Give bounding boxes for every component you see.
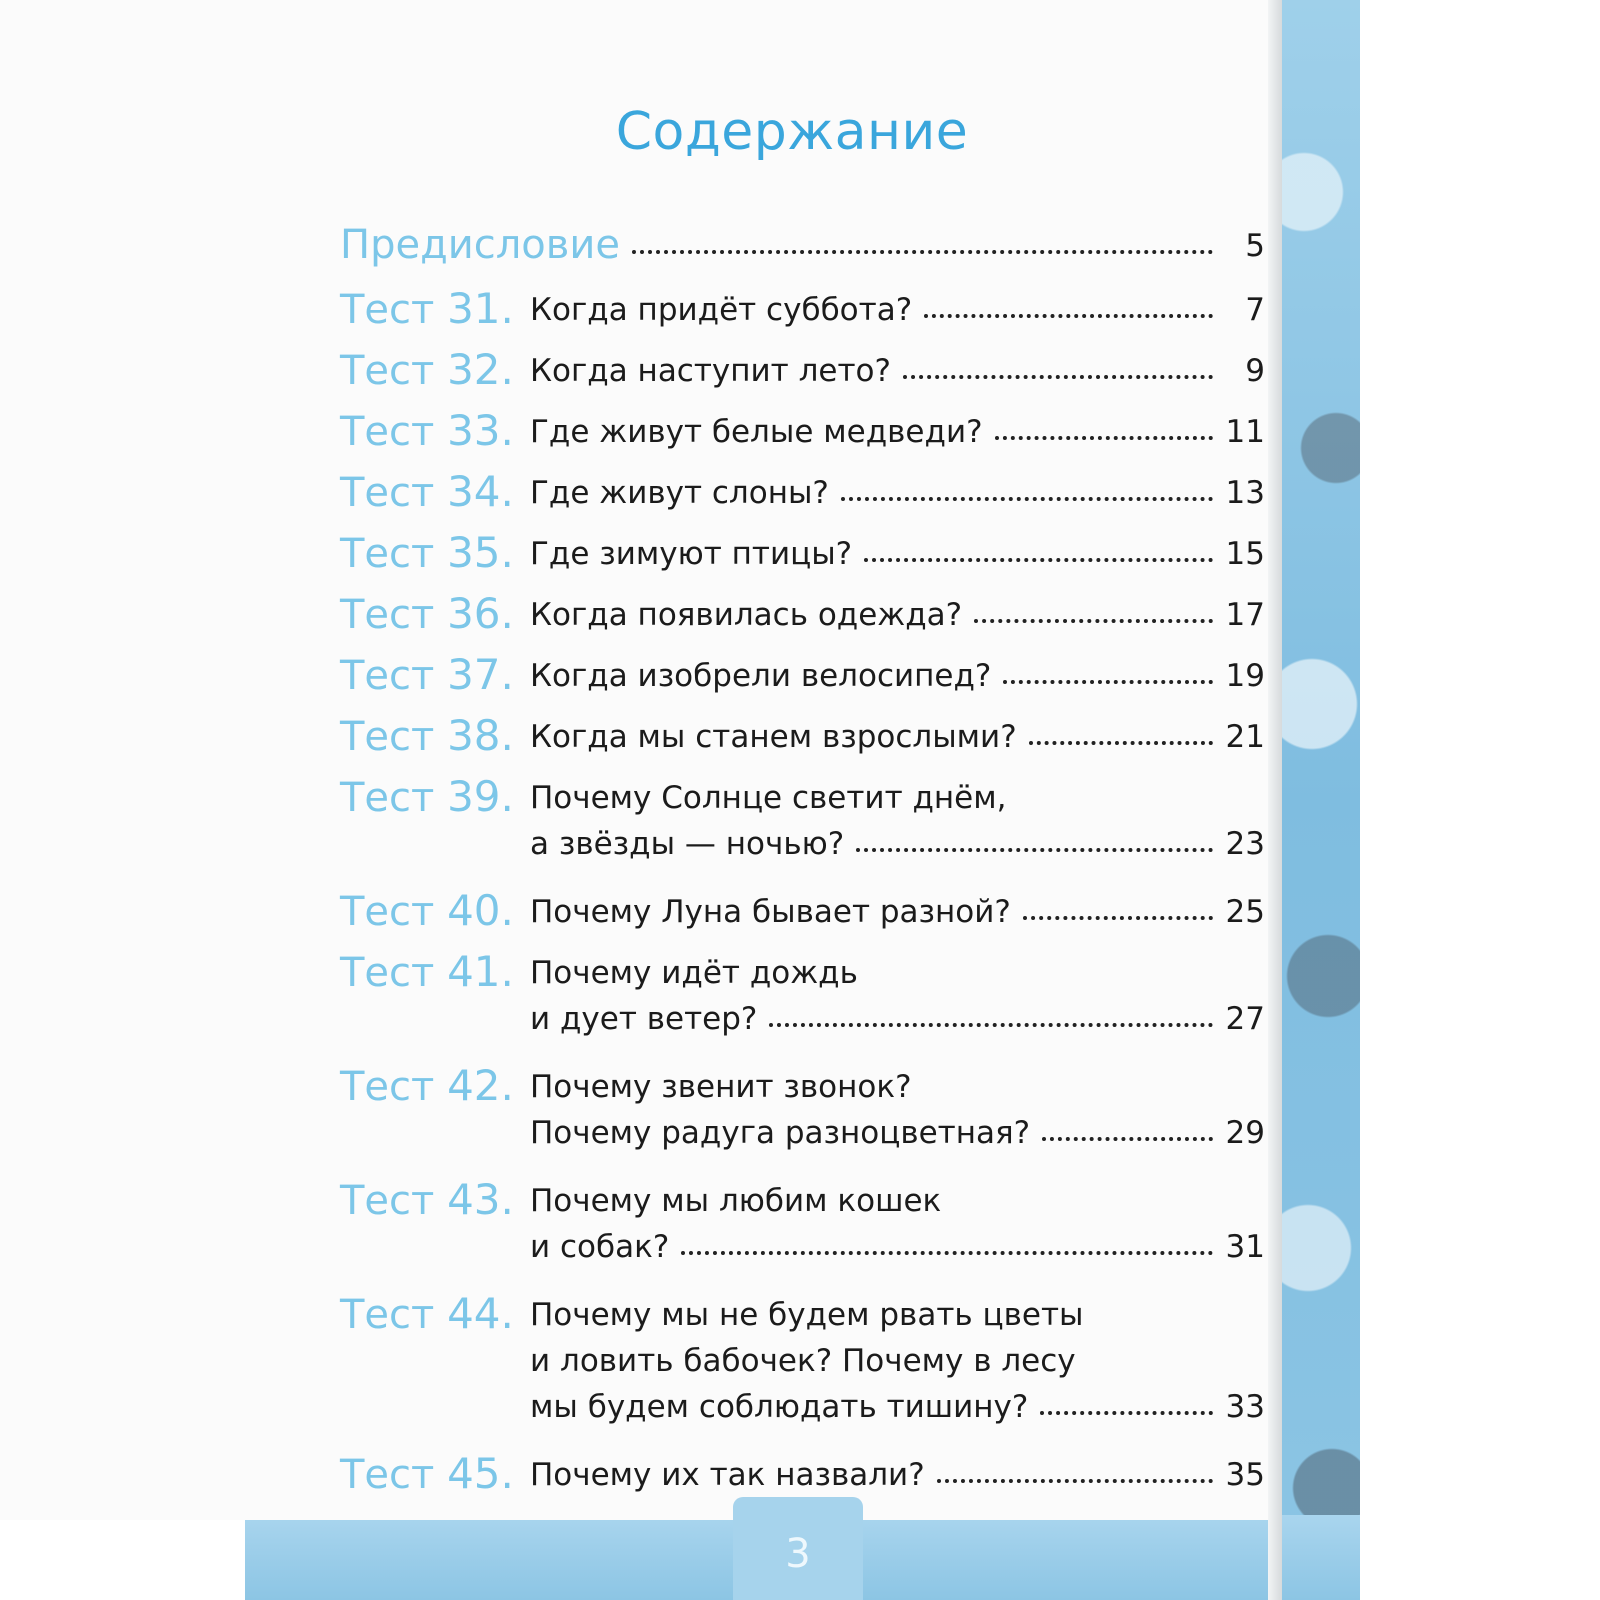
test-number: 44. xyxy=(447,1289,514,1338)
test-label xyxy=(340,706,530,767)
entry-title xyxy=(530,340,1265,394)
page-ref: 17 xyxy=(1225,597,1265,633)
entry-title-line: и дует ветер? xyxy=(530,1001,758,1037)
test-word: Тест xyxy=(340,1064,435,1110)
test-label xyxy=(340,462,530,523)
toc-entry[interactable] xyxy=(340,1284,1265,1430)
toc-entry[interactable] xyxy=(340,706,1265,767)
toc-entry[interactable] xyxy=(340,584,1265,645)
test-word: Тест xyxy=(340,889,435,935)
test-number: 33. xyxy=(447,406,514,455)
page-edge xyxy=(1268,0,1282,1600)
entry-title-line: Почему Луна бывает разной? xyxy=(530,894,1011,930)
page-ref: 5 xyxy=(1245,228,1265,264)
test-word: Тест xyxy=(340,531,435,577)
entry-title xyxy=(530,1056,1265,1156)
dot-leader xyxy=(995,436,1213,440)
page-ref: 7 xyxy=(1245,292,1265,328)
test-label xyxy=(340,279,530,340)
page-ref: 13 xyxy=(1225,475,1265,511)
page-ref: 9 xyxy=(1245,353,1265,389)
dot-leader xyxy=(1040,1411,1213,1415)
dot-leader xyxy=(769,1023,1213,1027)
page-ref: 33 xyxy=(1225,1389,1265,1425)
dot-leader xyxy=(856,848,1213,852)
entry-title xyxy=(530,1444,1265,1498)
entry-title-line: Когда изобрели велосипед? xyxy=(530,658,992,694)
entry-title xyxy=(530,1284,1265,1430)
entry-title-line: Почему радуга разноцветная? xyxy=(530,1115,1031,1151)
entry-title-line: Когда придёт суббота? xyxy=(530,292,913,328)
test-word: Тест xyxy=(340,592,435,638)
page-ref: 21 xyxy=(1225,719,1265,755)
dot-leader xyxy=(1003,680,1213,684)
toc-entry[interactable] xyxy=(340,1444,1265,1505)
test-number: 41. xyxy=(447,947,514,996)
toc-entry[interactable] xyxy=(340,942,1265,1042)
entry-title xyxy=(530,942,1265,1042)
test-word: Тест xyxy=(340,470,435,516)
toc-entry[interactable] xyxy=(340,340,1265,401)
page-ref: 31 xyxy=(1225,1229,1265,1265)
entry-title-line: Где зимуют птицы? xyxy=(530,536,853,572)
test-label xyxy=(340,767,530,828)
test-word: Тест xyxy=(340,348,435,394)
page-ref: 27 xyxy=(1225,1001,1265,1037)
test-number: 32. xyxy=(447,345,514,394)
dot-leader xyxy=(974,619,1213,623)
entry-title-line: Почему их так назвали? xyxy=(530,1457,925,1493)
book-cover-pattern xyxy=(1280,0,1360,1600)
toc-entry[interactable] xyxy=(340,645,1265,706)
page-ref: 23 xyxy=(1225,826,1265,862)
test-word: Тест xyxy=(340,653,435,699)
test-word: Тест xyxy=(340,950,435,996)
dot-leader xyxy=(1042,1137,1213,1141)
entry-title-line: и ловить бабочек? Почему в лесу xyxy=(530,1343,1076,1379)
test-label xyxy=(340,1170,530,1231)
toc-entry[interactable] xyxy=(340,401,1265,462)
dot-leader xyxy=(937,1479,1213,1483)
test-number: 39. xyxy=(447,772,514,821)
test-word: Тест xyxy=(340,1178,435,1224)
entry-title-line: мы будем соблюдать тишину? xyxy=(530,1389,1029,1425)
test-label xyxy=(340,401,530,462)
dot-leader xyxy=(632,250,1213,254)
entry-title xyxy=(530,279,1265,333)
test-label xyxy=(340,645,530,706)
test-number: 36. xyxy=(447,589,514,638)
page-ref: 19 xyxy=(1225,658,1265,694)
test-label xyxy=(340,942,530,1003)
dot-leader xyxy=(1023,916,1213,920)
test-number: 37. xyxy=(447,650,514,699)
entry-title xyxy=(530,584,1265,638)
toc-entry[interactable] xyxy=(340,1170,1265,1270)
test-number: 35. xyxy=(447,528,514,577)
test-word: Тест xyxy=(340,714,435,760)
toc-entry[interactable] xyxy=(340,881,1265,942)
test-label xyxy=(340,1056,530,1117)
toc-entry[interactable] xyxy=(340,767,1265,867)
entry-title xyxy=(530,401,1265,455)
test-label xyxy=(340,1284,530,1345)
page-ref: 25 xyxy=(1225,894,1265,930)
test-word: Тест xyxy=(340,775,435,821)
entry-title-line: и собак? xyxy=(530,1229,670,1265)
test-label xyxy=(340,523,530,584)
entry-title-line: Почему звенит звонок? xyxy=(530,1069,912,1105)
toc-entry[interactable] xyxy=(340,462,1265,523)
entry-title-line: Где живут слоны? xyxy=(530,475,829,511)
entry-title-line: Почему мы любим кошек xyxy=(530,1183,942,1219)
entry-title xyxy=(530,706,1265,760)
test-label xyxy=(340,1444,530,1505)
test-number: 34. xyxy=(447,467,514,516)
title-text: Содержание xyxy=(615,102,969,162)
page-ref: 15 xyxy=(1225,536,1265,572)
test-number: 38. xyxy=(447,711,514,760)
entry-title xyxy=(530,462,1265,516)
page-number-tab xyxy=(733,1497,863,1600)
page-ref: 29 xyxy=(1225,1115,1265,1151)
table-of-contents xyxy=(340,215,1265,1505)
entry-title xyxy=(530,523,1265,577)
entry-title-line: Когда появилась одежда? xyxy=(530,597,963,633)
toc-entry[interactable] xyxy=(340,523,1265,584)
entry-title-line: а звёзды — ночью? xyxy=(530,826,845,862)
test-number: 42. xyxy=(447,1061,514,1110)
dot-leader xyxy=(681,1251,1213,1255)
dot-leader xyxy=(903,375,1213,379)
page-ref: 35 xyxy=(1225,1457,1265,1493)
test-number: 43. xyxy=(447,1175,514,1224)
test-word: Тест xyxy=(340,287,435,333)
entry-title-line: Почему мы не будем рвать цветы xyxy=(530,1297,1084,1333)
test-label xyxy=(340,881,530,942)
entry-title-line: Почему идёт дождь xyxy=(530,955,858,991)
page-ref: 11 xyxy=(1225,414,1265,450)
entry-title xyxy=(530,1170,1265,1270)
toc-entry-preface[interactable] xyxy=(340,215,1265,275)
test-number: 40. xyxy=(447,886,514,935)
test-label xyxy=(340,584,530,645)
dot-leader xyxy=(1029,741,1213,745)
test-number: 45. xyxy=(447,1449,514,1498)
dot-leader xyxy=(841,497,1213,501)
test-label xyxy=(340,340,530,401)
entry-title-line: Когда мы станем взрослыми? xyxy=(530,719,1017,755)
entry-title-line: Почему Солнце светит днём, xyxy=(530,780,1007,816)
toc-entry[interactable] xyxy=(340,279,1265,340)
test-word: Тест xyxy=(340,409,435,455)
dot-leader xyxy=(864,558,1213,562)
dot-leader xyxy=(924,314,1213,318)
test-word: Тест xyxy=(340,1292,435,1338)
entry-title-line: Где живут белые медведи? xyxy=(530,414,983,450)
entry-title xyxy=(530,645,1265,699)
page-number: 3 xyxy=(785,1530,811,1577)
test-word: Тест xyxy=(340,1452,435,1498)
test-number: 31. xyxy=(447,284,514,333)
page-title xyxy=(0,102,1600,162)
entry-title-line: Когда наступит лето? xyxy=(530,353,891,389)
entry-title xyxy=(530,767,1265,867)
toc-entry[interactable] xyxy=(340,1056,1265,1156)
preface-label: Предисловие xyxy=(340,222,620,268)
entry-title xyxy=(530,881,1265,935)
